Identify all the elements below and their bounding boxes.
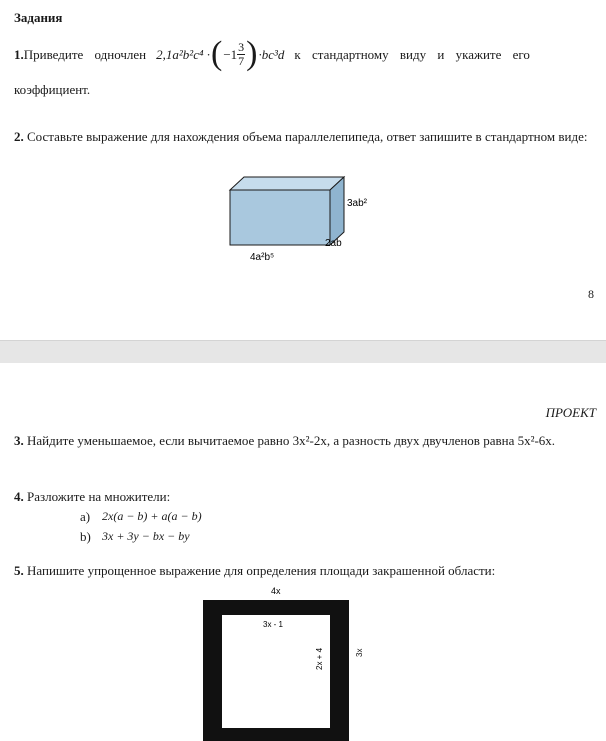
task-1-number: 1. <box>14 46 24 62</box>
task-3-text: Найдите уменьшаемое, если вычитаемое равно 3x²-2x, а разность двух двучленов равна 5x²-6x. <box>27 433 556 448</box>
page-separator <box>0 340 606 364</box>
task-4-option-b <box>80 528 594 545</box>
page-number: 8 <box>588 287 594 301</box>
option-b-expr: 3x + 3y − bx − by <box>102 529 190 543</box>
option-a-label: a) <box>80 509 91 524</box>
page-heading: Задания <box>14 10 63 25</box>
box-front-face <box>230 190 330 245</box>
task-2 <box>14 128 594 145</box>
expr-part1: a²b²c⁴ · <box>172 46 210 62</box>
box-width-label: 4a²b⁵ <box>250 252 275 263</box>
task-1-expression <box>156 37 284 71</box>
expr-coef: 2,1 <box>156 46 173 62</box>
expr-fraction <box>237 41 245 68</box>
option-b-label: b) <box>80 529 91 544</box>
left-paren: ( <box>211 35 223 72</box>
task-5 <box>14 562 594 579</box>
box-depth-label: 2ab <box>325 238 342 249</box>
task-1-text-line2: коэффициент. <box>14 82 91 97</box>
right-paren: ) <box>246 35 258 72</box>
task-1-text-before: Приведите одночлен <box>23 46 147 62</box>
option-a-expr: 2x(a − b) + a(a − b) <box>102 509 202 523</box>
outer-width-label: 4x <box>271 586 281 596</box>
task-4-text: Разложите на множители: <box>27 489 171 504</box>
frac-denominator: 7 <box>238 53 245 68</box>
expr-sign: −1 <box>223 46 238 62</box>
task-5-number: 5. <box>14 563 24 578</box>
page-top <box>0 0 606 340</box>
project-label: ПРОЕКТ <box>545 405 596 420</box>
frac-numerator: 3 <box>238 39 245 54</box>
task-4-number: 4. <box>14 489 24 504</box>
inner-area <box>222 615 330 728</box>
task-5-text: Напишите упрощенное выражение для определения площади закрашенной области: <box>27 563 496 578</box>
frame-figure <box>195 582 375 741</box>
inner-width-label: 3x - 1 <box>263 620 284 629</box>
outer-height-label: 3x <box>355 648 364 657</box>
box-top-face <box>230 177 344 190</box>
task-4 <box>14 488 594 545</box>
inner-height-label: 2x + 4 <box>315 647 324 670</box>
task-1-text-after: к стандартному виду и укажите его <box>294 46 530 62</box>
task-1 <box>14 37 594 98</box>
expr-part2: ·bc³d <box>258 46 285 62</box>
box-height-label: 3ab² <box>347 198 368 209</box>
task-2-number: 2. <box>14 129 24 144</box>
task-3 <box>14 432 594 449</box>
task-2-text: Составьте выражение для нахождения объема параллелепипеда, ответ запишите в стандартном виде: <box>27 129 588 144</box>
task-3-number: 3. <box>14 433 24 448</box>
parallelepiped-figure <box>220 172 380 267</box>
task-4-option-a <box>80 508 594 525</box>
